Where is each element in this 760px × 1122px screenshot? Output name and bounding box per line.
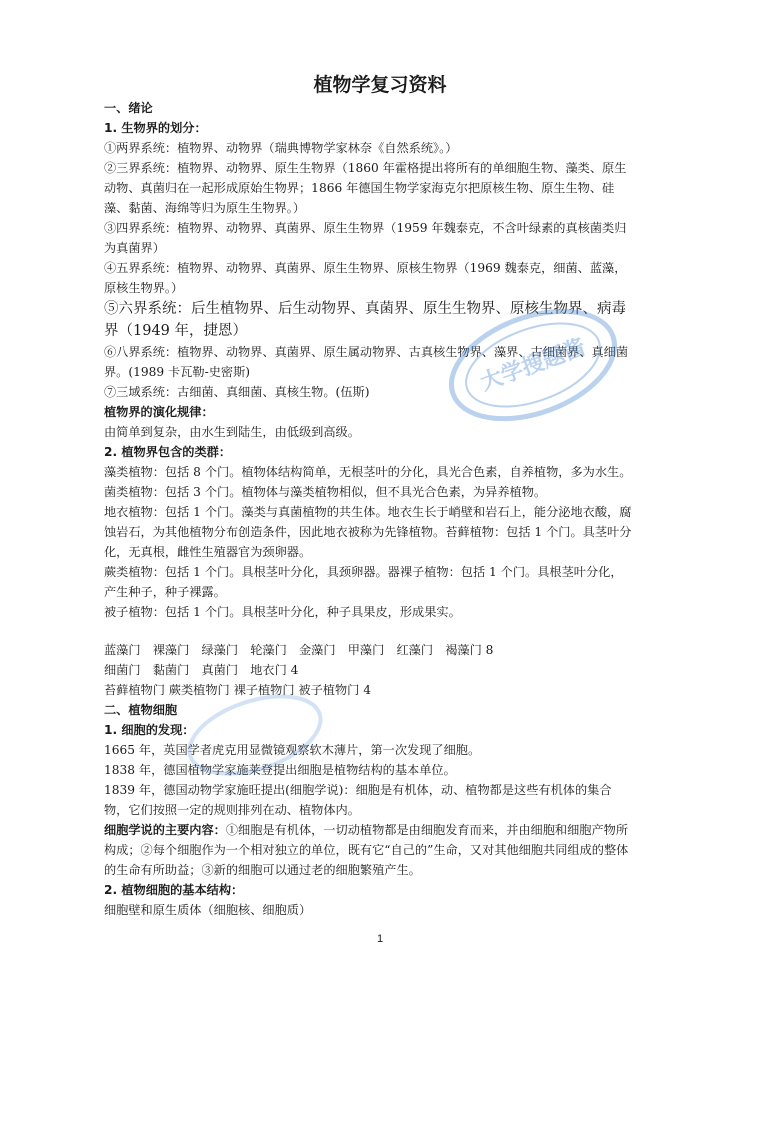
inline-heading: 细胞学说的主要内容： — [104, 823, 226, 837]
text-line: ⑤六界系统：后生植物界、后生动物界、真菌界、原生生物界、原核生物界、病毒界（1949 年，捷恩） — [104, 301, 626, 339]
text-line: ⑥八界系统：植物界、动物界、真菌界、原生属动物界、古真核生物界、藻界、古细菌界、真细菌界。(1989 卡瓦勒-史密斯) — [104, 345, 629, 379]
text-line: 一、绪论 — [104, 101, 153, 115]
text-line: 植物界的演化规律： — [104, 405, 214, 419]
text-line: 由简单到复杂，由水生到陆生，由低级到高级。 — [104, 425, 360, 439]
text-line: 二、植物细胞 — [104, 703, 178, 717]
text-line: 细胞壁和原生质体（细胞核、细胞质） — [104, 903, 312, 917]
text-line: ④五界系统：植物界、动物界、真菌界、原生生物界、原核生物界（1969 魏泰克，细菌、蓝藻，原核生物界。） — [104, 261, 627, 295]
document-title: 植物学复习资料 — [313, 74, 447, 96]
text-line: 藻类植物：包括 8 个门。植物体结构简单，无根茎叶的分化，具光合色素，自养植物，多为水生。 — [104, 465, 632, 479]
text-line: ③四界系统：植物界、动物界、真菌界、原生生物界（1959 年魏泰克，不含叶绿素的真核菌类归为真菌界） — [104, 221, 627, 255]
text-line: ⑦三域系统：古细菌、真细菌、真核生物。(伍斯) — [104, 385, 370, 399]
text-line: 蕨类植物：包括 1 个门。具根茎叶分化，具颈卵器。器裸子植物：包括 1 个门。具根茎叶分化，产生种子，种子裸露。 — [104, 565, 623, 599]
text-line: 被子植物：包括 1 个门。具根茎叶分化，种子具果皮，形成果实。 — [104, 605, 461, 619]
text-line: 1839 年，德国动物学家施旺提出(细胞学说)：细胞是有机体，动、植物都是这些有机体的集合物，它们按照一定的规则排列在动、植物体内。 — [104, 783, 612, 817]
text-line: 蓝藻门 裸藻门 绿藻门 轮藻门 金藻门 甲藻门 红藻门 褐藻门 8 — [104, 643, 494, 657]
page-number: 1 — [376, 933, 384, 945]
text-line: 苔藓植物门 蕨类植物门 裸子植物门 被子植物门 4 — [104, 683, 371, 697]
text-line: 1. 生物界的划分： — [104, 121, 207, 135]
svg-text:大学搜题酱: 大学搜题酱 — [477, 334, 590, 397]
text-line: 2. 植物细胞的基本结构： — [104, 883, 244, 897]
text-line: 1838 年，德国植物学家施莱登提出细胞是植物结构的基本单位。 — [104, 763, 456, 777]
text-line: 1665 年，英国学者虎克用显微镜观察软木薄片，第一次发现了细胞。 — [104, 743, 481, 757]
text-line: ①两界系统：植物界、动物界（瑞典博物学家林奈《自然系统》。） — [104, 141, 458, 155]
text-line: 地衣植物：包括 1 个门。藻类与真菌植物的共生体。地衣生长于峭壁和岩石上，能分泌地衣酸，腐蚀岩石，为其他植物分布创造条件，因此地衣被称为先锋植物。苔藓植物：包括 1 个门。具茎叶分化，无真根，雌性生殖器官为颈卵器。 — [104, 505, 632, 559]
text-line: 细菌门 黏菌门 真菌门 地衣门 4 — [104, 663, 299, 677]
text-line: 1. 细胞的发现： — [104, 723, 195, 737]
text-line — [104, 622, 632, 640]
text-line: 2. 植物界包含的类群： — [104, 445, 232, 459]
text-line: ②三界系统：植物界、动物界、原生生物界（1860 年霍格提出将所有的单细胞生物、藻类、原生动物、真菌归在一起形成原始生物界；1866 年德国生物学家海克尔把原核生物、原生生物、硅藻、黏菌、海绵等归为原生生物界。） — [104, 161, 627, 215]
text-line — [104, 820, 632, 880]
inline-text: ①细胞是有机体，一切动植物都是由细胞发育而来，并由细胞和细胞产物所构成；②每个细胞作为一个相对独立的单位，既有它“自己的”生命，又对其他细胞共同组成的整体的生命有所助益；③新的细胞可以通过老的细胞繁殖产生。 — [104, 823, 629, 877]
text-line: 菌类植物：包括 3 个门。植物体与藻类植物相似，但不具光合色素，为异养植物。 — [104, 485, 547, 499]
document-body — [104, 98, 632, 920]
